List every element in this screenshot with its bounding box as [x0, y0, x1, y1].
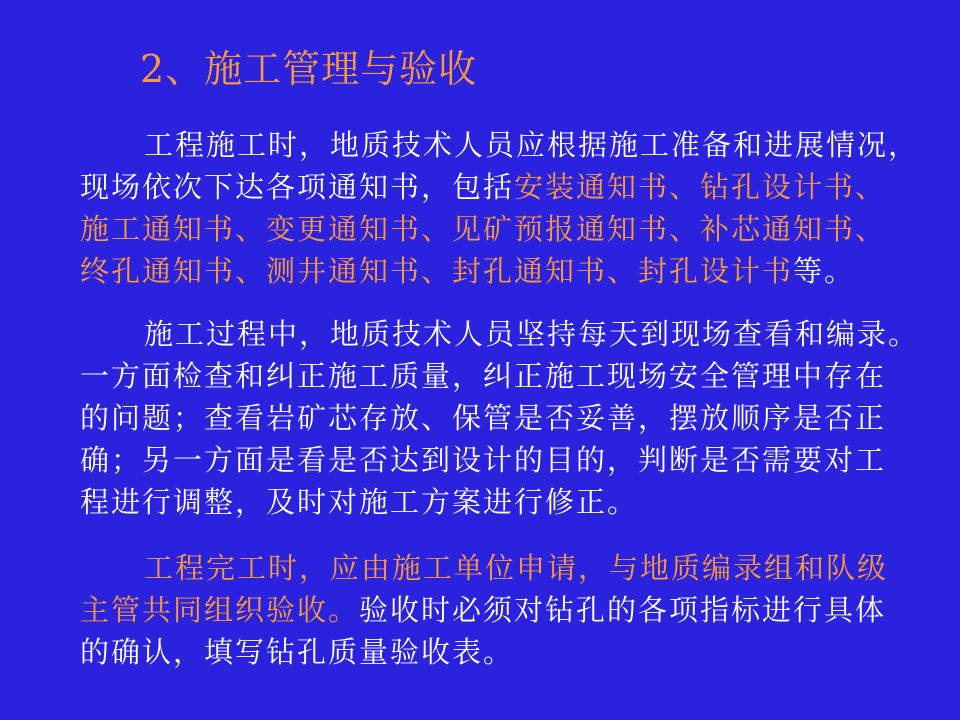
text-segment: 的确认，填写钻孔质量验收表。 [80, 635, 515, 669]
text-line [80, 631, 930, 673]
text-segment: 确；另一方面是看是否达到设计的目的，判断是否需要对工 [80, 443, 887, 477]
text-line [80, 439, 930, 481]
text-segment: 工程施工时，地质技术人员应根据施工准备和进展情况， [144, 128, 920, 162]
text-line [80, 355, 930, 397]
paragraph-notices [80, 124, 930, 292]
text-line [80, 481, 930, 523]
text-line [80, 589, 930, 631]
paragraph-inspection [80, 313, 930, 523]
text-segment: 施工过程中，地质技术人员坚持每天到现场查看和编录。 [144, 317, 920, 351]
text-segment: 验收时必须对钻孔的各项指标进行具体 [359, 593, 887, 627]
highlighted-text: 施工通知书、变更通知书、见矿预报通知书、补芯通知书、 [80, 212, 887, 246]
text-line [80, 397, 930, 439]
text-line [80, 547, 930, 589]
text-segment: 一方面检查和纠正施工质量，纠正施工现场安全管理中存在 [80, 359, 887, 393]
slide-title: 2、施工管理与验收 [140, 47, 478, 91]
text-line [80, 124, 930, 166]
text-line [80, 208, 930, 250]
text-segment: 的问题；查看岩矿芯存放、保管是否妥善，摆放顺序是否正 [80, 401, 887, 435]
highlighted-text: 安装通知书、钻孔设计书、 [514, 170, 887, 204]
text-line [80, 250, 930, 292]
text-line [80, 313, 930, 355]
highlighted-text: 主管共同组织验收。 [80, 593, 360, 627]
text-segment: 现场依次下达各项通知书，包括 [80, 170, 515, 204]
highlighted-text: 终孔通知书、测井通知书、封孔通知书、封孔设计书 [80, 254, 794, 288]
text-segment: 等。 [793, 254, 856, 288]
text-segment: 程进行调整，及时对施工方案进行修正。 [80, 485, 639, 519]
text-line [80, 166, 930, 208]
highlighted-text: 工程完工时，应由施工单位申请，与地质编录组和队级 [144, 551, 889, 585]
paragraph-acceptance [80, 547, 930, 673]
